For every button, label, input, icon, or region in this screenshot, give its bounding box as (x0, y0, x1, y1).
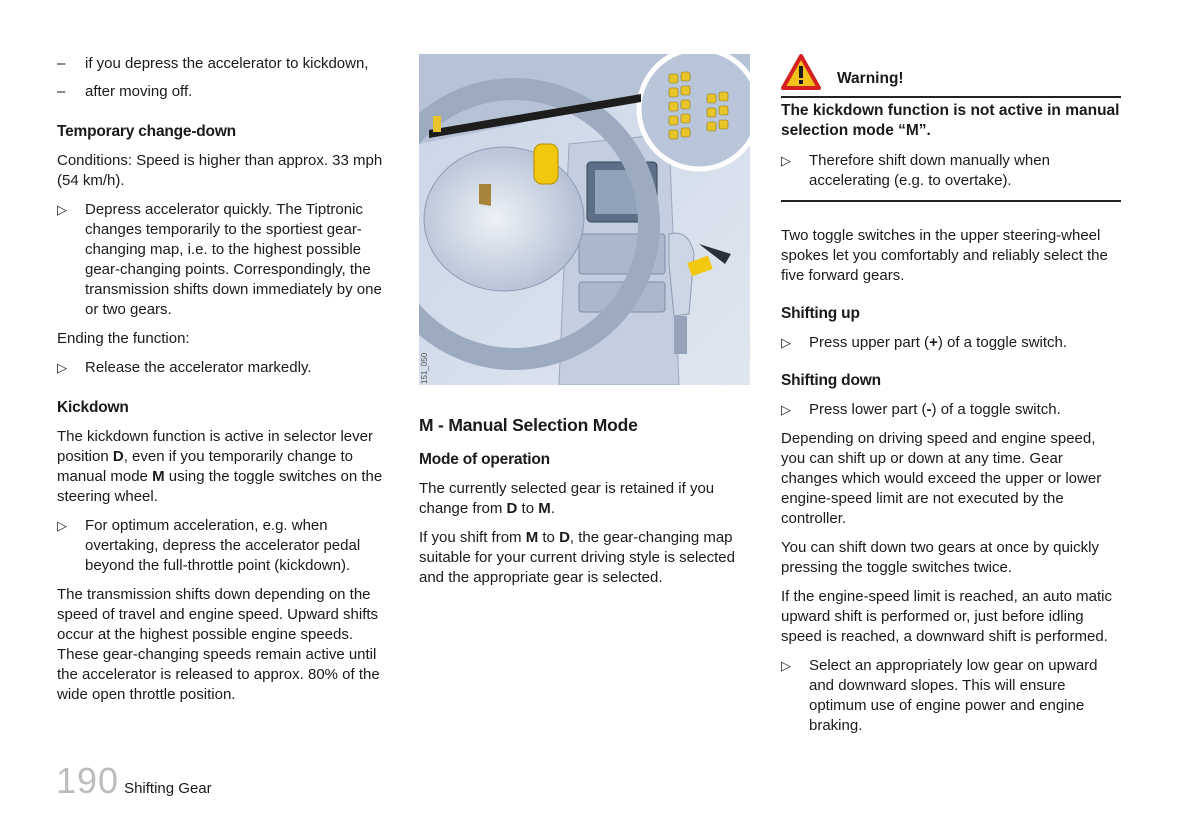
section-title: Shifting Gear (124, 780, 212, 797)
bullet-item (57, 200, 392, 320)
transmission-paragraph: The transmission shifts down depending on the speed of travel and engine speed. Upward shifts occur at the highest possible engine speeds. These gear-changing speeds remain active until the accelerator is released to approx. 80% of the wide open throttle position. (57, 586, 380, 703)
heading-temporary-change-down: Temporary change-down (57, 123, 236, 140)
warning-header (781, 54, 1121, 96)
dash-mark: – (57, 55, 66, 72)
bullet-item (781, 400, 1121, 420)
dash-mark: – (57, 83, 66, 100)
list-item (57, 82, 392, 102)
bullet-item (781, 333, 1121, 353)
cockpit-illustration (419, 54, 750, 385)
bullet-text: For optimum acceleration, e.g. when overtaking, depress the accelerator pedal beyond the full-throttle point (kickdown). (85, 517, 361, 574)
list-item (57, 54, 392, 74)
left-column (57, 54, 392, 714)
bullet-text: Therefore shift down manually when accelerating (e.g. to overtake). (809, 152, 1050, 189)
triangle-right-icon: ▷ (57, 518, 67, 533)
triangle-right-icon: ▷ (57, 360, 67, 375)
retained-paragraph: The currently selected gear is retained if you change from D to M. (419, 480, 715, 517)
triangle-right-icon: ▷ (57, 202, 67, 217)
heading-manual-selection-mode: M - Manual Selection Mode (419, 415, 638, 435)
middle-column (419, 415, 754, 597)
bullet-text: Select an appropriately low gear on upward and downward slopes. This will ensure optimum use of engine power and engine braking. (809, 657, 1098, 734)
right-column (781, 54, 1121, 745)
triangle-right-icon: ▷ (781, 153, 791, 168)
triangle-right-icon: ▷ (781, 402, 791, 417)
heading-kickdown: Kickdown (57, 399, 129, 416)
warning-title: Warning! (837, 70, 904, 87)
limit-paragraph: If the engine-speed limit is reached, an auto matic upward shift is performed or, just before idling speed is reached, a downward shift is performed. (781, 588, 1113, 645)
bullet-text: Depress accelerator quickly. The Tiptronic changes temporarily to the sportiest gear-changing map, i.e. to the highest possible gear-changing points. Correspondingly, the transmission shifts down immediately by one or two gears. (85, 201, 382, 318)
heading-mode-of-operation: Mode of operation (419, 451, 550, 468)
shift-map-paragraph: If you shift from M to D, the gear-changing map suitable for your current driving style is selected and the appropriate gear is selected. (419, 529, 735, 586)
list-item-text: after moving off. (85, 83, 193, 100)
bullet-text: Release the accelerator markedly. (85, 359, 312, 376)
ending-label: Ending the function: (57, 330, 190, 347)
triangle-right-icon: ▷ (781, 335, 791, 350)
triangle-right-icon: ▷ (781, 658, 791, 673)
warning-statement: The kickdown function is not active in manual selection mode “M”. (781, 102, 1120, 139)
bullet-item (781, 151, 1121, 191)
bullet-text: Press lower part (-) of a toggle switch. (809, 401, 1061, 418)
toggle-paragraph: Two toggle switches in the upper steering-wheel spokes let you comfortably and reliably select the five forward gears. (781, 227, 1108, 284)
warning-rule-top (781, 96, 1121, 98)
speed-paragraph: Depending on driving speed and engine speed, you can shift up or down at any time. Gear changes which would exceed the upper or lower engine-speed limit are not executed by the controller. (781, 430, 1102, 527)
heading-shifting-down: Shifting down (781, 372, 881, 389)
kickdown-paragraph: The kickdown function is active in selector lever position D, even if you temporarily change to manual mode M using the toggle switches on the steering wheel. (57, 428, 383, 505)
heading-shifting-up: Shifting up (781, 305, 860, 322)
warning-rule-bottom (781, 200, 1121, 202)
figure-code: 151_050 (420, 352, 429, 384)
bullet-item (781, 656, 1121, 736)
page-number: 190 (56, 760, 120, 801)
bullet-item (57, 358, 392, 378)
list-item-text: if you depress the accelerator to kickdown, (85, 55, 369, 72)
bullet-item (57, 516, 392, 576)
bullet-text: Press upper part (+) of a toggle switch. (809, 334, 1068, 351)
temp-conditions: Conditions: Speed is higher than approx. 33 mph (54 km/h). (57, 152, 383, 189)
warning-triangle-icon (781, 54, 821, 96)
page-footer (56, 760, 212, 802)
twice-paragraph: You can shift down two gears at once by quickly pressing the toggle switches twice. (781, 539, 1099, 576)
